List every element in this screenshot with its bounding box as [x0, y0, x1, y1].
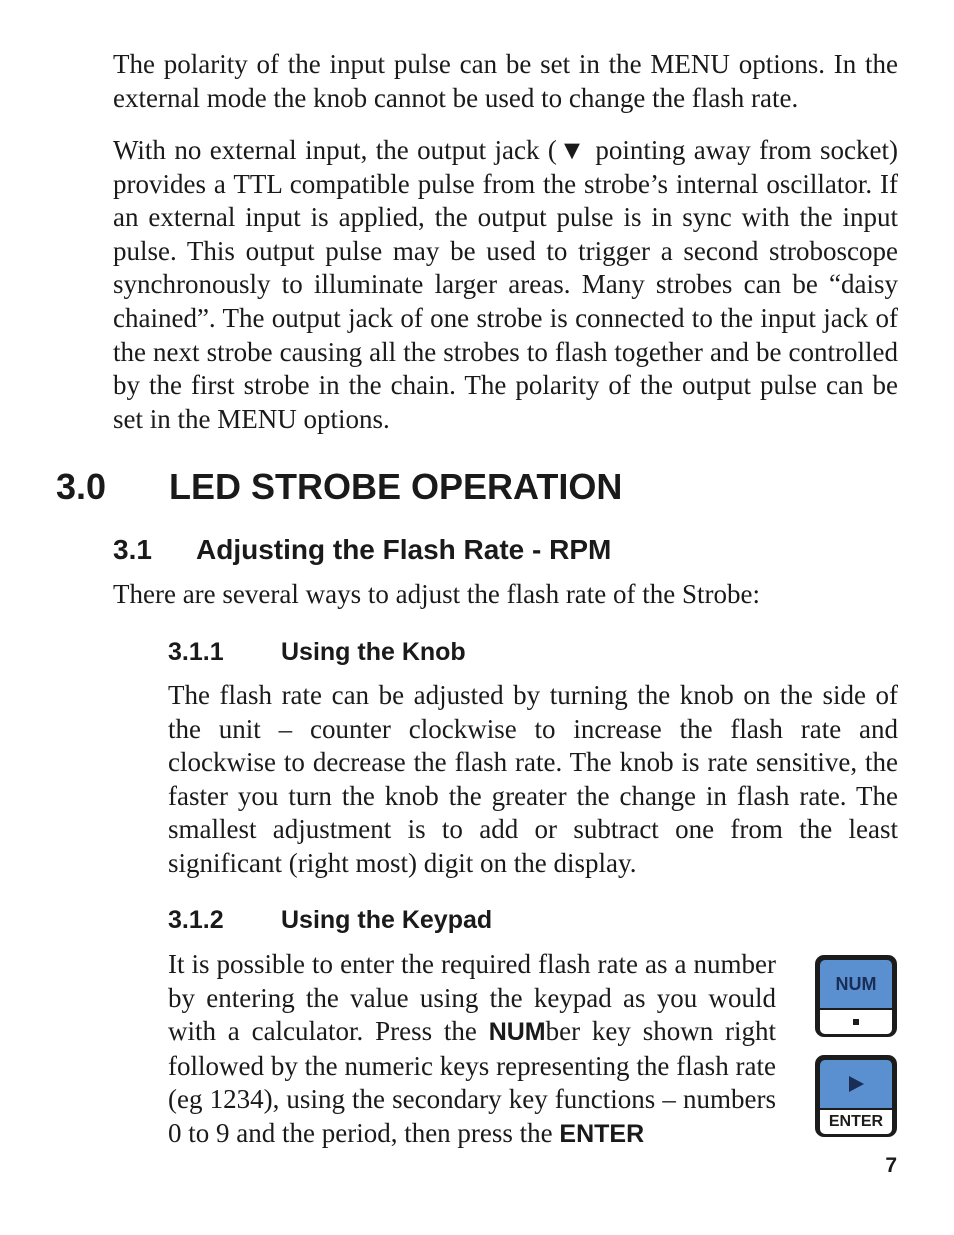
- enter-key-reference: ENTER: [559, 1119, 645, 1148]
- subsection-number: 3.1: [113, 534, 152, 565]
- subsection-title: Adjusting the Flash Rate - RPM: [196, 534, 612, 565]
- knob-heading: [168, 638, 466, 667]
- play-triangle-icon: [847, 1075, 865, 1093]
- section-title: LED STROBE OPERATION: [169, 466, 623, 507]
- keypad-text-1: It is possible to enter the required flash rate as a number by entering the value using the keypad as you would with a calculator. Press the: [168, 949, 776, 1047]
- paragraph-keypad: [168, 948, 776, 1152]
- enter-key-image: [815, 1055, 897, 1137]
- section-heading: [56, 466, 622, 508]
- keypad-text-2: ber key shown right followed by the numeric keys representing the flash rate (eg 1234), using the secondary key functions – numbers 0 to 9 and the period, then press the: [168, 1016, 776, 1148]
- enter-key-label: ENTER: [820, 1110, 892, 1134]
- knob-heading-number: 3.1.1: [168, 638, 224, 666]
- knob-heading-title: Using the Knob: [281, 638, 466, 666]
- period-dot-icon: [853, 1019, 859, 1025]
- paragraph-input-polarity: The polarity of the input pulse can be set in the MENU options. In the external mode the knob cannot be used to change the flash rate.: [113, 49, 898, 113]
- section-number: 3.0: [56, 466, 107, 507]
- num-key-label: NUM: [820, 960, 892, 1008]
- keypad-heading: [168, 906, 492, 935]
- keypad-heading-title: Using the Keypad: [281, 906, 493, 934]
- paragraph-several-ways: There are several ways to adjust the flash rate of the Strobe:: [113, 579, 760, 609]
- paragraph-output-jack: With no external input, the output jack (▼ pointing away from socket) provides a TTL compatible pulse from the strobe’s internal oscillator. If an external input is applied, the output pulse is in sync with the input pulse. This output pulse may be used to trigger a second stroboscope synchronously to illuminate larger areas. Many strobes can be “daisy chained”. The output jack of one strobe is connected to the input jack of the next strobe causing all the strobes to flash together and be controlled by the first strobe in the chain. The polarity of the output pulse can be set in the MENU options.: [113, 135, 898, 434]
- subsection-heading: [113, 534, 611, 566]
- keypad-heading-number: 3.1.2: [168, 906, 224, 934]
- num-key-reference: NUM: [488, 1018, 546, 1047]
- paragraph-knob: The flash rate can be adjusted by turning the knob on the side of the unit – counter clockwise to increase the flash rate and clockwise to decrease the flash rate. The knob is rate sensitive, the faster you turn the knob the greater the change in flash rate. The smallest adjustment is to add or subtract one from the least significant (right most) digit on the display.: [168, 680, 898, 878]
- page-number: 7: [885, 1154, 897, 1177]
- num-key-image: [815, 955, 897, 1037]
